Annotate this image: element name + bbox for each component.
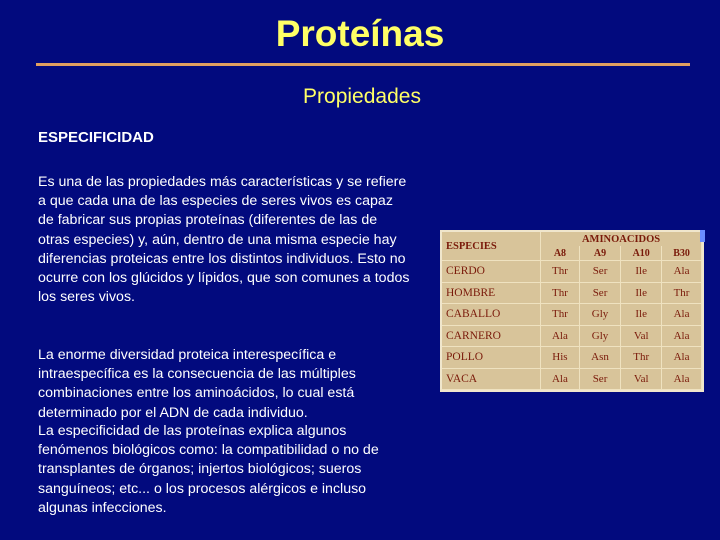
title-divider (36, 63, 690, 66)
page-subtitle (0, 84, 720, 110)
aminoacid-cell: Thr (541, 261, 580, 283)
page-title: Proteínas (275, 13, 445, 54)
subtitle-text: Propiedades (303, 85, 421, 108)
table-row (442, 304, 702, 326)
table-row (442, 325, 702, 347)
aminoacid-cell: Val (621, 368, 662, 390)
aminoacid-cell: Gly (579, 325, 621, 347)
species-cell: CARNERO (442, 325, 541, 347)
aminoacid-cell: Val (621, 325, 662, 347)
section-heading: ESPECIFICIDAD (38, 129, 154, 146)
aminoacid-cell: Ala (541, 325, 580, 347)
column-header-b30: B30 (662, 246, 702, 261)
species-cell: POLLO (442, 347, 541, 369)
aminoacid-cell: Gly (579, 304, 621, 326)
aminoacid-cell: Ile (621, 304, 662, 326)
aminoacid-cell: Ala (541, 368, 580, 390)
column-header-a8: A8 (541, 246, 580, 261)
aminoacid-cell: His (541, 347, 580, 369)
aminoacid-cell: Ala (662, 261, 702, 283)
aminoacid-cell: Ala (662, 325, 702, 347)
aminoacid-cell: Ala (662, 304, 702, 326)
aminoacid-cell: Thr (541, 304, 580, 326)
paragraph-diversity: La enorme diversidad proteica interespecífica e intraespecífica es la consecuencia de las múltiples combinaciones entre los aminoácidos, lo cual está determinado por el ADN de cada individuo. (38, 347, 356, 421)
paragraph-specificity: Es una de las propiedades más características y se refiere a que cada una de las especies de seres vivos es capaz de fabricar sus propias proteínas (diferentes de las de otras especies) y, aún, dentro de una misma especie hay diferencias proteicas entre los distintos individuos. Esto no ocurre con los glúcidos y lípidos, que son comunes a todos los seres vivos. (38, 174, 410, 306)
species-cell: HOMBRE (442, 282, 541, 304)
table-edge-marker (700, 230, 705, 242)
aminoacid-cell: Thr (541, 282, 580, 304)
aminoacid-cell: Ala (662, 368, 702, 390)
table-row (442, 261, 702, 283)
aminoacid-cell: Ile (621, 282, 662, 304)
aminoacid-table-image (440, 230, 704, 392)
aminoacid-cell: Asn (579, 347, 621, 369)
aminoacid-cell: Thr (621, 347, 662, 369)
species-cell: CABALLO (442, 304, 541, 326)
column-header-a9: A9 (579, 246, 621, 261)
aminoacid-cell: Ser (579, 261, 621, 283)
species-column-header: ESPECIES (442, 232, 541, 261)
aminoacid-cell: Ile (621, 261, 662, 283)
table-row (442, 368, 702, 390)
table-row (442, 347, 702, 369)
species-cell: CERDO (442, 261, 541, 283)
aminoacids-column-header: AMINOACIDOS (541, 232, 702, 246)
aminoacid-cell: Ser (579, 368, 621, 390)
table-row (442, 282, 702, 304)
aminoacid-table (442, 232, 702, 390)
species-cell: VACA (442, 368, 541, 390)
aminoacid-cell: Thr (662, 282, 702, 304)
paragraph-phenomena: La especificidad de las proteínas explica algunos fenómenos biológicos como: la compatibilidad o no de transplantes de órganos; injertos biológicos; sueros sanguíneos; etc... o los procesos alérgicos e incluso algunas infecciones. (38, 423, 379, 516)
aminoacid-cell: Ser (579, 282, 621, 304)
column-header-a10: A10 (621, 246, 662, 261)
aminoacid-cell: Ala (662, 347, 702, 369)
